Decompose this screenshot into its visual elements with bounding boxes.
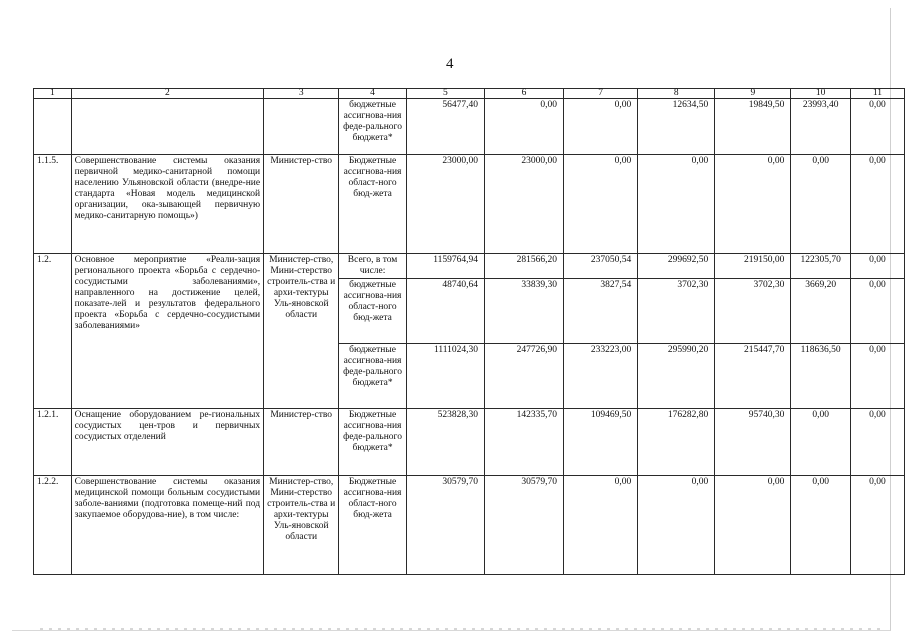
amount-cell: 0,00: [850, 344, 904, 409]
header-cell: 6: [485, 89, 564, 99]
row-number: 1.2.1.: [34, 409, 72, 476]
row-number: 1.2.: [34, 254, 72, 409]
amount-cell: 219150,00: [715, 254, 791, 279]
table-row: [34, 409, 905, 476]
amount-cell: 0,00: [715, 476, 791, 575]
scan-noise: [40, 628, 880, 630]
amount-cell: 215447,70: [715, 344, 791, 409]
header-cell: 1: [34, 89, 72, 99]
amount-cell: 0,00: [850, 99, 904, 155]
measure-name: [71, 99, 263, 155]
funding-source: Бюджетные ассигнова-ния област-ного бюд-жета: [339, 476, 407, 575]
amount-cell: 0,00: [791, 155, 851, 254]
amount-cell: 0,00: [485, 99, 564, 155]
funding-source: бюджетные ассигнова-ния феде-рального бюджета*: [339, 99, 407, 155]
amount-cell: 3669,20: [791, 279, 851, 344]
funding-source: Всего, в том числе:: [339, 254, 407, 279]
amount-cell: 23993,40: [791, 99, 851, 155]
header-cell: 7: [564, 89, 638, 99]
page-number: 4: [446, 56, 454, 72]
amount-cell: 0,00: [564, 99, 638, 155]
row-number: 1.2.2.: [34, 476, 72, 575]
header-cell: 11: [850, 89, 904, 99]
amount-cell: 247726,90: [485, 344, 564, 409]
funding-source: бюджетные ассигнова-ния област-ного бюд-жета: [339, 279, 407, 344]
amount-cell: 109469,50: [564, 409, 638, 476]
amount-cell: 523828,30: [406, 409, 484, 476]
amount-cell: 281566,20: [485, 254, 564, 279]
amount-cell: 30579,70: [485, 476, 564, 575]
header-cell: 3: [264, 89, 339, 99]
amount-cell: 48740,64: [406, 279, 484, 344]
amount-cell: 0,00: [850, 279, 904, 344]
amount-cell: 118636,50: [791, 344, 851, 409]
amount-cell: 3702,30: [715, 279, 791, 344]
amount-cell: 30579,70: [406, 476, 484, 575]
table-row: [34, 155, 905, 254]
amount-cell: 0,00: [638, 155, 715, 254]
amount-cell: 23000,00: [406, 155, 484, 254]
amount-cell: 0,00: [850, 254, 904, 279]
funding-source: Бюджетные ассигнова-ния област-ного бюд-жета: [339, 155, 407, 254]
header-cell: 5: [406, 89, 484, 99]
header-cell: 4: [339, 89, 407, 99]
amount-cell: 237050,54: [564, 254, 638, 279]
amount-cell: 0,00: [638, 476, 715, 575]
amount-cell: 142335,70: [485, 409, 564, 476]
table-row: [34, 254, 905, 279]
header-cell: 2: [71, 89, 263, 99]
executor: Министер-ство: [264, 155, 339, 254]
measure-name: Совершенствование системы оказания медицинской помощи больным сосудистыми заболе-ваниями (подготовка помеще-ний под закупаемое оборудова-ние), в том числе:: [71, 476, 263, 575]
amount-cell: 0,00: [850, 409, 904, 476]
amount-cell: 233223,00: [564, 344, 638, 409]
measure-name: Совершенствование системы оказания первичной медико-санитарной помощи населению Ульяновской области (внедре-ние стандарта «Новая модель медицинской организации, ока-зывающей первичную медико-санитарную помощь»): [71, 155, 263, 254]
table-row: [34, 99, 905, 155]
amount-cell: 33839,30: [485, 279, 564, 344]
funding-source: Бюджетные ассигнова-ния феде-рального бюджета*: [339, 409, 407, 476]
amount-cell: 0,00: [564, 155, 638, 254]
row-number: [34, 99, 72, 155]
amount-cell: 3702,30: [638, 279, 715, 344]
row-number: 1.1.5.: [34, 155, 72, 254]
amount-cell: 176282,80: [638, 409, 715, 476]
amount-cell: 23000,00: [485, 155, 564, 254]
executor: Министер-ство, Мини-стерство строитель-ства и архи-тектуры Уль-яновской области: [264, 254, 339, 409]
amount-cell: 1159764,94: [406, 254, 484, 279]
amount-cell: 0,00: [850, 476, 904, 575]
executor: Министер-ство: [264, 409, 339, 476]
amount-cell: 19849,50: [715, 99, 791, 155]
amount-cell: 3827,54: [564, 279, 638, 344]
amount-cell: 299692,50: [638, 254, 715, 279]
amount-cell: 0,00: [850, 155, 904, 254]
amount-cell: 95740,30: [715, 409, 791, 476]
amount-cell: 12634,50: [638, 99, 715, 155]
amount-cell: 56477,40: [406, 99, 484, 155]
amount-cell: 0,00: [564, 476, 638, 575]
amount-cell: 295990,20: [638, 344, 715, 409]
executor: [264, 99, 339, 155]
table-row: [34, 476, 905, 575]
header-row: [34, 89, 905, 99]
measure-name: Оснащение оборудованием ре-гиональных сосудистых цен-тров и первичных сосудистых отделений: [71, 409, 263, 476]
header-cell: 8: [638, 89, 715, 99]
amount-cell: 0,00: [791, 476, 851, 575]
amount-cell: 1111024,30: [406, 344, 484, 409]
funding-source: бюджетные ассигнова-ния феде-рального бюджета*: [339, 344, 407, 409]
amount-cell: 122305,70: [791, 254, 851, 279]
header-cell: 10: [791, 89, 851, 99]
header-cell: 9: [715, 89, 791, 99]
executor: Министер-ство, Мини-стерство строитель-ства и архи-тектуры Уль-яновской области: [264, 476, 339, 575]
amount-cell: 0,00: [715, 155, 791, 254]
budget-table: [33, 88, 905, 575]
measure-name: Основное мероприятие «Реали-зация регионального проекта «Борьба с сердечно-сосудистыми заболеваниями», направленного на достижение целей, показате-лей и результатов федерального проекта «Борьба с сердечно-сосудистыми заболеваниями»: [71, 254, 263, 409]
amount-cell: 0,00: [791, 409, 851, 476]
